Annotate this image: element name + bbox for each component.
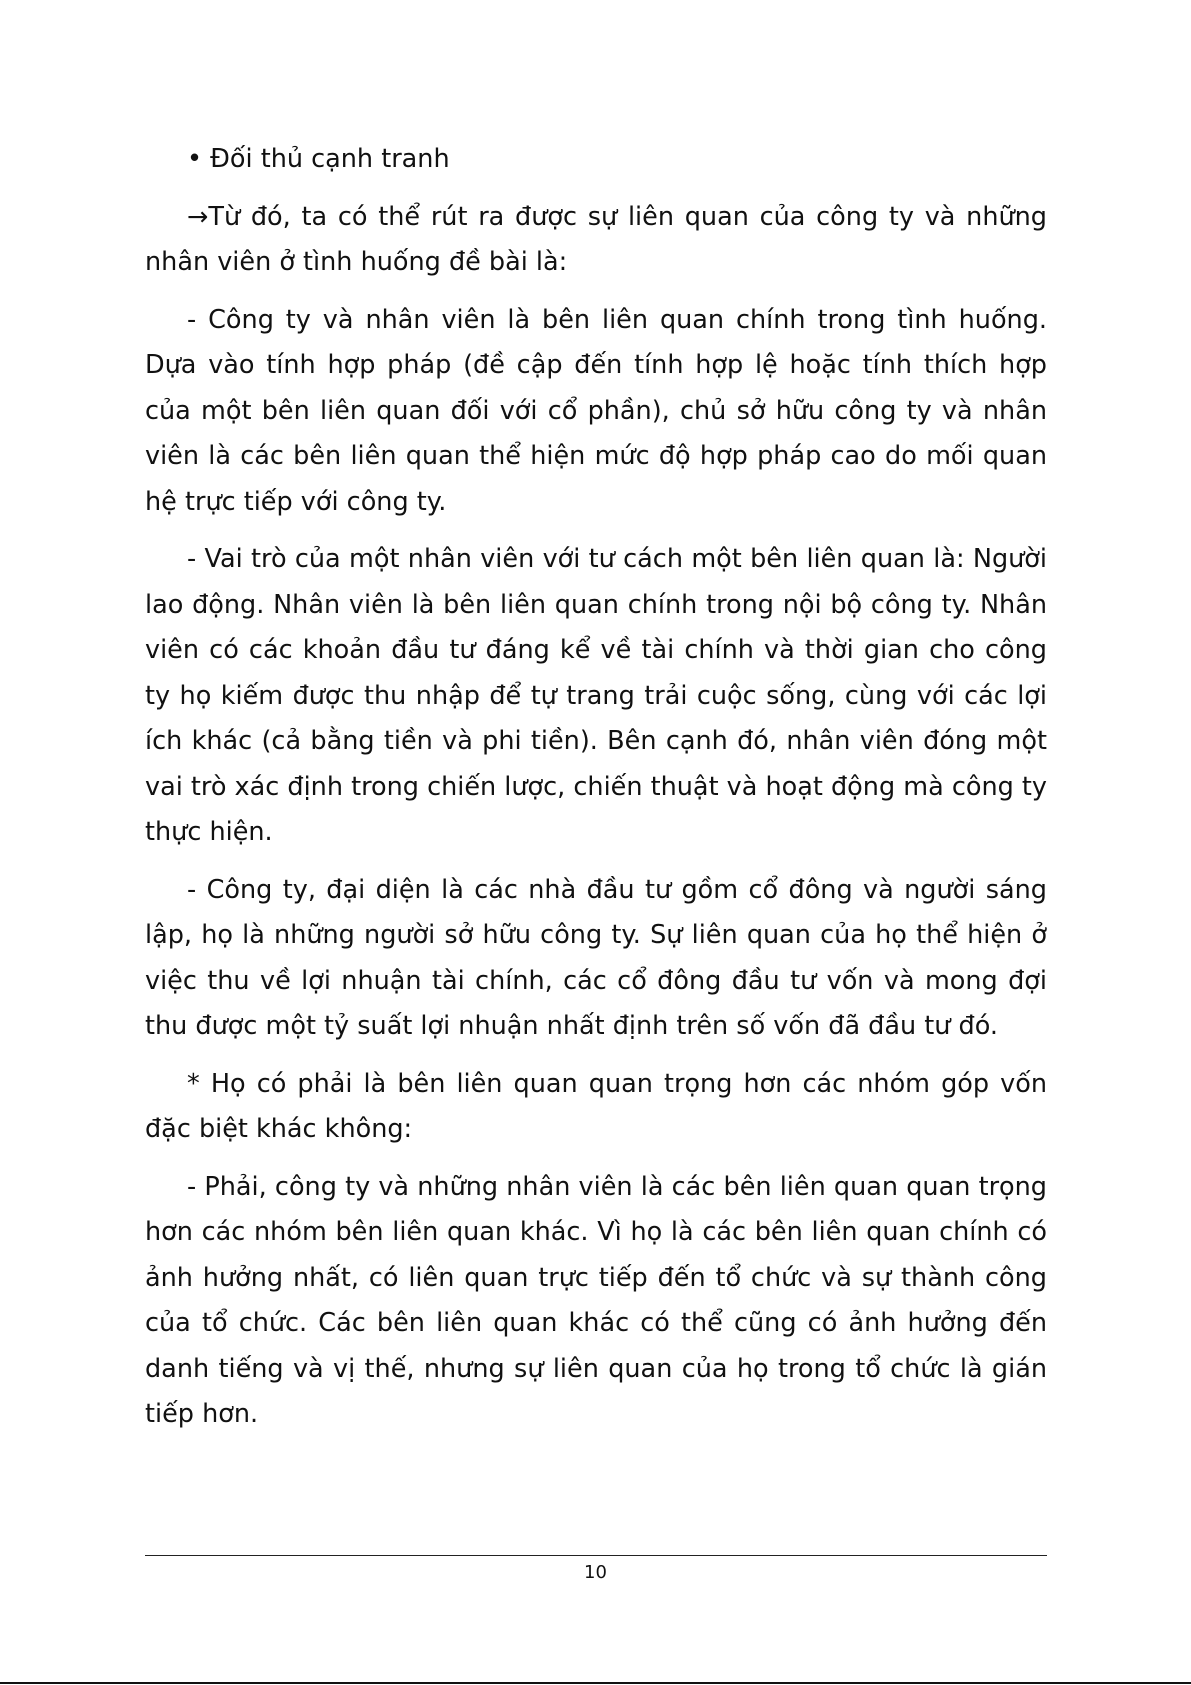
paragraph-company-investors: - Công ty, đại diện là các nhà đầu tư gồm cổ đông và người sáng lập, họ là những người sở hữu công ty. Sự liên quan của họ thể hiện ở việc thu về lợi nhuận tài chính, các cổ đông đầu tư vốn và mong đợi thu được một tỷ suất lợi nhuận nhất định trên số vốn đã đầu tư đó.: [145, 874, 1047, 1041]
paragraph-company-employees: - Công ty và nhân viên là bên liên quan chính trong tình huống. Dựa vào tính hợp pháp (đề cập đến tính hợp lệ hoặc tính thích hợp của một bên liên quan đối với cổ phần), chủ sở hữu công ty và nhân viên là các bên liên quan thể hiện mức độ hợp pháp cao do mối quan hệ trực tiếp với công ty.: [145, 304, 1047, 517]
bullet-competitors: • Đối thủ cạnh tranh: [187, 144, 450, 174]
page-number: 10: [584, 1562, 607, 1583]
page-body: [145, 137, 1047, 1450]
question-heading: * Họ có phải là bên liên quan quan trọng hơn các nhóm góp vốn đặc biệt khác không:: [145, 1068, 1047, 1144]
paragraph-employee-role: - Vai trò của một nhân viên với tư cách một bên liên quan là: Người lao động. Nhân viên là bên liên quan chính trong nội bộ công ty. Nhân viên có các khoản đầu tư đáng kể về tài chính và thời gian cho công ty họ kiếm được thu nhập để tự trang trải cuộc sống, cùng với các lợi ích khác (cả bằng tiền và phi tiền). Bên cạnh đó, nhân viên đóng một vai trò xác định trong chiến lược, chiến thuật và hoạt động mà công ty thực hiện.: [145, 544, 1047, 847]
page-bottom-border: [0, 1682, 1191, 1684]
paragraph-conclusion: →Từ đó, ta có thể rút ra được sự liên quan của công ty và những nhân viên ở tình huống đề bài là:: [145, 201, 1047, 277]
paragraph-answer: - Phải, công ty và những nhân viên là các bên liên quan quan trọng hơn các nhóm bên liên quan khác. Vì họ là các bên liên quan chính có ảnh hưởng nhất, có liên quan trực tiếp đến tổ chức và sự thành công của tổ chức. Các bên liên quan khác có thể cũng có ảnh hưởng đến danh tiếng và vị thế, nhưng sự liên quan của họ trong tổ chức là gián tiếp hơn.: [145, 1171, 1047, 1429]
footer-divider: [145, 1555, 1047, 1556]
